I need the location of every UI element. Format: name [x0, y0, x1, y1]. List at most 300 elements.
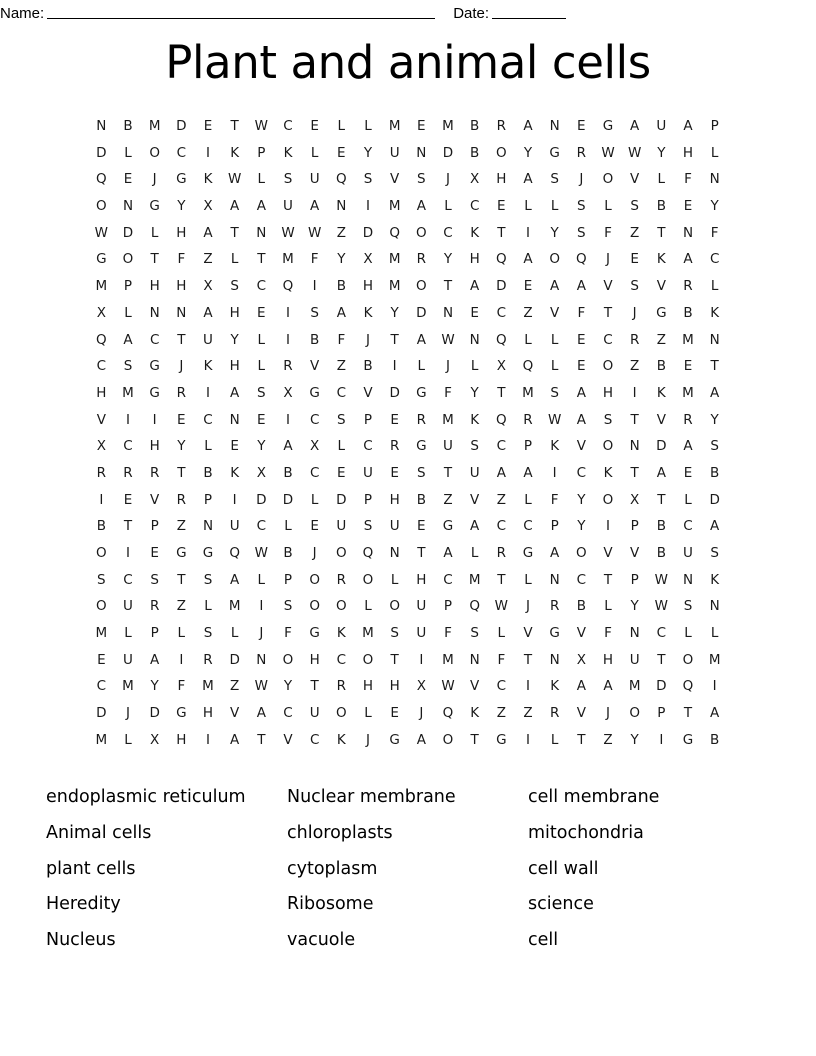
grid-cell[interactable]: U: [283, 198, 293, 215]
grid-cell[interactable]: L: [710, 625, 719, 642]
grid-cell[interactable]: R: [336, 678, 347, 695]
grid-cell[interactable]: I: [232, 491, 237, 508]
grid-cell[interactable]: O: [149, 144, 160, 161]
grid-cell[interactable]: C: [203, 411, 213, 428]
grid-cell[interactable]: S: [550, 384, 559, 401]
grid-cell[interactable]: L: [417, 358, 426, 375]
grid-cell[interactable]: B: [470, 118, 480, 134]
grid-cell[interactable]: I: [606, 518, 610, 535]
grid-cell[interactable]: V: [470, 678, 480, 695]
grid-cell[interactable]: H: [176, 731, 187, 748]
grid-cell[interactable]: T: [177, 464, 186, 481]
grid-cell[interactable]: E: [390, 464, 399, 481]
grid-cell[interactable]: I: [632, 384, 637, 401]
grid-cell[interactable]: B: [96, 518, 106, 535]
grid-cell[interactable]: E: [683, 198, 693, 215]
word-list-item[interactable]: endoplasmic reticulum: [46, 787, 246, 807]
grid-cell[interactable]: Z: [630, 358, 640, 375]
grid-cell[interactable]: K: [336, 625, 346, 642]
grid-cell[interactable]: S: [577, 224, 586, 241]
grid-cell[interactable]: R: [149, 598, 160, 615]
grid-cell[interactable]: A: [203, 224, 213, 241]
grid-cell[interactable]: L: [550, 358, 559, 375]
grid-cell[interactable]: A: [230, 731, 240, 748]
grid-cell[interactable]: T: [470, 731, 479, 748]
grid-cell[interactable]: K: [363, 304, 373, 321]
grid-cell[interactable]: Y: [230, 331, 239, 348]
grid-cell[interactable]: A: [416, 331, 426, 348]
grid-cell[interactable]: O: [336, 545, 347, 561]
grid-cell[interactable]: K: [656, 384, 666, 401]
grid-cell[interactable]: U: [309, 171, 320, 188]
grid-cell[interactable]: W: [94, 224, 108, 241]
grid-cell[interactable]: T: [577, 731, 586, 748]
grid-cell[interactable]: E: [683, 464, 693, 481]
grid-cell[interactable]: M: [95, 278, 108, 295]
grid-cell[interactable]: O: [96, 598, 107, 615]
word-list-item[interactable]: science: [528, 894, 594, 915]
word-list-item[interactable]: plant cells: [46, 858, 136, 879]
grid-cell[interactable]: I: [206, 731, 210, 748]
grid-cell[interactable]: S: [417, 171, 426, 188]
grid-cell[interactable]: I: [259, 598, 264, 615]
grid-cell[interactable]: R: [416, 411, 427, 428]
grid-cell[interactable]: L: [284, 518, 292, 535]
grid-cell[interactable]: D: [96, 705, 107, 722]
grid-cell[interactable]: P: [150, 625, 159, 642]
grid-cell[interactable]: I: [206, 384, 210, 401]
grid-cell[interactable]: S: [150, 571, 159, 588]
grid-cell[interactable]: N: [682, 571, 694, 588]
grid-cell[interactable]: L: [470, 358, 479, 375]
grid-cell[interactable]: E: [523, 278, 533, 295]
grid-cell[interactable]: Z: [523, 304, 533, 321]
grid-cell[interactable]: X: [416, 678, 426, 695]
grid-cell[interactable]: C: [96, 358, 107, 375]
word-list-item[interactable]: cell wall: [528, 858, 599, 879]
grid-cell[interactable]: R: [149, 464, 160, 481]
grid-cell[interactable]: I: [179, 651, 184, 668]
grid-cell[interactable]: X: [630, 491, 640, 508]
grid-cell[interactable]: U: [389, 518, 400, 535]
grid-cell[interactable]: H: [496, 171, 507, 188]
grid-cell[interactable]: P: [630, 571, 639, 588]
grid-cell[interactable]: O: [602, 491, 614, 508]
grid-cell[interactable]: A: [683, 438, 693, 455]
grid-cell[interactable]: B: [656, 198, 666, 215]
grid-cell[interactable]: G: [389, 731, 400, 748]
grid-cell[interactable]: E: [630, 251, 639, 268]
grid-cell[interactable]: L: [257, 171, 266, 188]
grid-cell[interactable]: L: [684, 491, 692, 508]
grid-cell[interactable]: A: [230, 571, 240, 588]
name-write-in-line[interactable]: [47, 6, 435, 19]
grid-cell[interactable]: K: [283, 144, 293, 161]
grid-cell[interactable]: J: [446, 358, 450, 375]
word-list-item[interactable]: Animal cells: [46, 822, 152, 843]
grid-cell[interactable]: E: [123, 171, 133, 188]
grid-cell[interactable]: E: [230, 438, 239, 455]
grid-cell[interactable]: H: [682, 144, 694, 161]
grid-cell[interactable]: L: [204, 438, 212, 455]
grid-cell[interactable]: Z: [496, 705, 506, 722]
grid-cell[interactable]: N: [549, 118, 560, 134]
grid-cell[interactable]: Y: [657, 144, 666, 161]
grid-cell[interactable]: N: [682, 224, 694, 241]
grid-cell[interactable]: O: [96, 545, 107, 561]
grid-cell[interactable]: R: [549, 705, 560, 722]
grid-cell[interactable]: K: [336, 731, 346, 748]
grid-cell[interactable]: A: [230, 198, 240, 215]
grid-cell[interactable]: H: [389, 491, 400, 508]
grid-cell[interactable]: T: [603, 304, 613, 321]
grid-cell[interactable]: L: [124, 144, 132, 161]
grid-cell[interactable]: A: [576, 678, 586, 695]
grid-cell[interactable]: A: [523, 118, 533, 134]
grid-cell[interactable]: Z: [336, 224, 346, 241]
grid-cell[interactable]: L: [230, 251, 239, 268]
grid-cell[interactable]: N: [256, 651, 267, 668]
grid-cell[interactable]: U: [683, 545, 693, 561]
grid-cell[interactable]: D: [362, 224, 374, 241]
grid-cell[interactable]: U: [629, 651, 640, 668]
grid-cell[interactable]: M: [388, 198, 401, 215]
grid-cell[interactable]: S: [203, 625, 213, 642]
grid-cell[interactable]: T: [310, 678, 319, 695]
grid-cell[interactable]: X: [150, 731, 160, 748]
grid-cell[interactable]: W: [601, 144, 615, 161]
grid-cell[interactable]: K: [603, 464, 613, 481]
grid-cell[interactable]: T: [123, 518, 133, 535]
grid-cell[interactable]: Y: [630, 731, 639, 748]
grid-cell[interactable]: C: [683, 518, 693, 535]
grid-cell[interactable]: H: [176, 278, 187, 295]
grid-cell[interactable]: N: [202, 518, 214, 535]
grid-cell[interactable]: L: [550, 331, 559, 348]
grid-cell[interactable]: V: [150, 491, 160, 508]
grid-cell[interactable]: N: [469, 651, 480, 668]
grid-cell[interactable]: T: [230, 118, 239, 134]
grid-cell[interactable]: I: [366, 198, 370, 215]
grid-cell[interactable]: E: [577, 331, 586, 348]
grid-cell[interactable]: L: [364, 118, 372, 134]
grid-cell[interactable]: I: [286, 331, 290, 348]
grid-cell[interactable]: S: [630, 278, 639, 295]
grid-cell[interactable]: X: [96, 438, 106, 455]
grid-cell[interactable]: K: [470, 224, 480, 241]
grid-cell[interactable]: Z: [230, 678, 240, 695]
grid-cell[interactable]: A: [256, 198, 266, 215]
grid-cell[interactable]: A: [470, 518, 480, 535]
grid-cell[interactable]: S: [470, 438, 479, 455]
grid-cell[interactable]: U: [363, 464, 373, 481]
grid-cell[interactable]: X: [256, 464, 266, 481]
grid-cell[interactable]: Y: [177, 438, 186, 455]
grid-cell[interactable]: N: [709, 331, 720, 348]
grid-cell[interactable]: K: [470, 705, 480, 722]
grid-cell[interactable]: A: [683, 118, 693, 134]
grid-cell[interactable]: T: [657, 224, 666, 241]
grid-cell[interactable]: D: [656, 678, 667, 695]
grid-cell[interactable]: L: [524, 331, 532, 348]
grid-cell[interactable]: U: [309, 705, 320, 722]
grid-cell[interactable]: G: [176, 705, 187, 722]
grid-cell[interactable]: A: [336, 304, 346, 321]
grid-cell[interactable]: Q: [469, 598, 480, 615]
grid-cell[interactable]: E: [123, 491, 133, 508]
grid-cell[interactable]: F: [497, 651, 506, 668]
grid-cell[interactable]: L: [444, 198, 452, 215]
grid-cell[interactable]: U: [416, 598, 427, 615]
grid-cell[interactable]: M: [388, 278, 401, 295]
grid-cell[interactable]: T: [417, 545, 426, 561]
grid-cell[interactable]: N: [549, 651, 560, 668]
grid-cell[interactable]: A: [576, 384, 586, 401]
grid-cell[interactable]: W: [281, 224, 295, 241]
grid-cell[interactable]: A: [310, 198, 320, 215]
grid-cell[interactable]: I: [152, 411, 157, 428]
grid-cell[interactable]: D: [149, 705, 160, 722]
grid-cell[interactable]: E: [337, 144, 346, 161]
grid-cell[interactable]: Y: [337, 251, 346, 268]
grid-cell[interactable]: T: [177, 331, 186, 348]
grid-cell[interactable]: F: [604, 224, 612, 241]
grid-cell[interactable]: R: [576, 144, 587, 161]
grid-cell[interactable]: G: [416, 438, 427, 455]
grid-cell[interactable]: X: [203, 198, 213, 215]
grid-cell[interactable]: A: [576, 411, 586, 428]
grid-cell[interactable]: P: [123, 278, 133, 295]
grid-cell[interactable]: C: [123, 438, 133, 455]
grid-cell[interactable]: S: [97, 571, 106, 588]
grid-cell[interactable]: C: [96, 678, 107, 695]
grid-cell[interactable]: D: [389, 384, 400, 401]
grid-cell[interactable]: A: [230, 384, 240, 401]
grid-cell[interactable]: M: [148, 118, 161, 134]
grid-cell[interactable]: P: [283, 571, 293, 588]
grid-cell[interactable]: L: [604, 598, 612, 615]
grid-cell[interactable]: Z: [336, 358, 346, 375]
grid-cell[interactable]: L: [257, 358, 266, 375]
grid-cell[interactable]: E: [417, 518, 426, 535]
grid-cell[interactable]: S: [203, 571, 213, 588]
grid-cell[interactable]: B: [710, 464, 720, 481]
grid-cell[interactable]: M: [228, 598, 241, 615]
grid-cell[interactable]: F: [284, 625, 292, 642]
grid-cell[interactable]: W: [441, 678, 455, 695]
grid-cell[interactable]: V: [576, 438, 586, 455]
grid-cell[interactable]: P: [523, 438, 533, 455]
grid-cell[interactable]: L: [230, 625, 239, 642]
grid-cell[interactable]: C: [336, 384, 347, 401]
grid-cell[interactable]: N: [629, 438, 640, 455]
grid-cell[interactable]: Q: [96, 331, 107, 348]
grid-cell[interactable]: F: [684, 171, 692, 188]
grid-cell[interactable]: Q: [496, 331, 507, 348]
grid-cell[interactable]: R: [496, 545, 507, 561]
grid-cell[interactable]: A: [603, 678, 613, 695]
grid-cell[interactable]: H: [416, 571, 427, 588]
grid-cell[interactable]: T: [497, 571, 506, 588]
grid-cell[interactable]: P: [203, 491, 213, 508]
grid-cell[interactable]: J: [632, 304, 637, 321]
grid-cell[interactable]: L: [524, 491, 532, 508]
grid-cell[interactable]: P: [363, 411, 373, 428]
grid-cell[interactable]: I: [419, 651, 424, 668]
grid-cell[interactable]: O: [336, 705, 347, 722]
grid-cell[interactable]: T: [230, 224, 239, 241]
grid-cell[interactable]: H: [96, 384, 107, 401]
grid-cell[interactable]: O: [416, 278, 427, 295]
grid-cell[interactable]: L: [150, 224, 159, 241]
grid-cell[interactable]: W: [654, 598, 668, 615]
grid-cell[interactable]: C: [443, 571, 453, 588]
grid-cell[interactable]: B: [710, 731, 720, 748]
grid-cell[interactable]: L: [310, 144, 319, 161]
grid-cell[interactable]: M: [388, 251, 401, 268]
grid-cell[interactable]: M: [122, 678, 134, 695]
grid-cell[interactable]: K: [203, 358, 213, 375]
grid-cell[interactable]: E: [470, 304, 479, 321]
grid-cell[interactable]: V: [550, 304, 560, 321]
grid-cell[interactable]: A: [710, 705, 720, 722]
grid-cell[interactable]: X: [363, 251, 373, 268]
grid-cell[interactable]: G: [496, 731, 507, 748]
grid-cell[interactable]: C: [309, 464, 320, 481]
grid-cell[interactable]: Y: [577, 518, 586, 535]
grid-cell[interactable]: D: [336, 491, 347, 508]
grid-cell[interactable]: B: [470, 144, 480, 161]
grid-cell[interactable]: D: [256, 491, 267, 508]
grid-cell[interactable]: F: [310, 251, 319, 268]
grid-cell[interactable]: S: [123, 358, 133, 375]
grid-cell[interactable]: K: [230, 464, 240, 481]
grid-cell[interactable]: Q: [442, 705, 454, 722]
grid-cell[interactable]: P: [150, 518, 159, 535]
grid-cell[interactable]: Q: [96, 171, 107, 188]
grid-cell[interactable]: A: [656, 464, 666, 481]
grid-cell[interactable]: V: [656, 411, 666, 428]
grid-cell[interactable]: Y: [470, 384, 479, 401]
grid-cell[interactable]: J: [419, 705, 424, 722]
grid-cell[interactable]: K: [656, 251, 666, 268]
grid-cell[interactable]: A: [443, 545, 453, 561]
grid-cell[interactable]: Y: [443, 251, 453, 268]
grid-cell[interactable]: J: [526, 598, 530, 615]
grid-cell[interactable]: L: [337, 118, 346, 134]
grid-cell[interactable]: C: [309, 411, 320, 428]
grid-cell[interactable]: S: [603, 411, 613, 428]
grid-cell[interactable]: H: [229, 358, 240, 375]
grid-cell[interactable]: C: [283, 118, 293, 134]
grid-cell[interactable]: S: [310, 304, 319, 321]
grid-cell[interactable]: C: [496, 678, 507, 695]
grid-cell[interactable]: D: [176, 118, 187, 134]
grid-cell[interactable]: A: [630, 118, 640, 134]
grid-cell[interactable]: Y: [390, 304, 399, 321]
grid-cell[interactable]: Q: [336, 171, 347, 188]
grid-cell[interactable]: Y: [257, 438, 266, 455]
grid-cell[interactable]: X: [283, 384, 293, 401]
grid-cell[interactable]: H: [149, 278, 160, 295]
grid-cell[interactable]: Q: [496, 411, 507, 428]
grid-cell[interactable]: D: [442, 144, 454, 161]
grid-cell[interactable]: U: [123, 598, 133, 615]
grid-cell[interactable]: W: [254, 545, 268, 561]
grid-cell[interactable]: G: [176, 545, 187, 561]
grid-cell[interactable]: S: [283, 171, 293, 188]
grid-cell[interactable]: J: [366, 731, 370, 748]
grid-cell[interactable]: L: [710, 278, 719, 295]
grid-cell[interactable]: Y: [363, 144, 373, 161]
grid-cell[interactable]: R: [416, 251, 427, 268]
grid-cell[interactable]: M: [202, 678, 214, 695]
grid-cell[interactable]: S: [470, 625, 479, 642]
grid-cell[interactable]: C: [149, 331, 160, 348]
grid-cell[interactable]: Y: [523, 144, 533, 161]
grid-cell[interactable]: L: [684, 625, 692, 642]
grid-cell[interactable]: E: [577, 118, 586, 134]
grid-cell[interactable]: G: [549, 625, 560, 642]
grid-cell[interactable]: N: [149, 304, 160, 321]
grid-cell[interactable]: E: [417, 118, 426, 134]
grid-cell[interactable]: A: [523, 251, 533, 268]
grid-cell[interactable]: U: [416, 625, 427, 642]
grid-cell[interactable]: S: [363, 518, 373, 535]
grid-cell[interactable]: X: [310, 438, 320, 455]
grid-cell[interactable]: Z: [176, 598, 186, 615]
grid-cell[interactable]: L: [124, 625, 132, 642]
grid-cell[interactable]: D: [416, 304, 427, 321]
grid-cell[interactable]: Z: [496, 491, 506, 508]
grid-cell[interactable]: Q: [229, 545, 240, 561]
grid-cell[interactable]: T: [390, 651, 399, 668]
grid-cell[interactable]: I: [392, 358, 397, 375]
grid-cell[interactable]: W: [654, 571, 668, 588]
grid-cell[interactable]: L: [497, 625, 506, 642]
grid-cell[interactable]: B: [656, 545, 666, 561]
grid-cell[interactable]: H: [362, 278, 374, 295]
grid-cell[interactable]: U: [443, 438, 453, 455]
grid-cell[interactable]: V: [363, 384, 373, 401]
grid-cell[interactable]: L: [550, 731, 559, 748]
grid-cell[interactable]: L: [364, 598, 372, 615]
date-write-in-line[interactable]: [492, 6, 566, 19]
grid-cell[interactable]: V: [470, 491, 480, 508]
grid-cell[interactable]: E: [310, 118, 319, 134]
grid-cell[interactable]: R: [203, 651, 213, 668]
grid-cell[interactable]: B: [283, 545, 293, 561]
grid-cell[interactable]: M: [522, 384, 534, 401]
grid-cell[interactable]: P: [630, 518, 639, 535]
grid-cell[interactable]: N: [176, 304, 187, 321]
word-search-grid[interactable]: [88, 113, 728, 754]
grid-cell[interactable]: O: [309, 598, 320, 615]
word-list-item[interactable]: Heredity: [46, 894, 121, 915]
grid-cell[interactable]: C: [496, 518, 507, 535]
grid-cell[interactable]: R: [96, 464, 107, 481]
grid-cell[interactable]: O: [602, 171, 614, 188]
grid-cell[interactable]: N: [549, 571, 560, 588]
grid-cell[interactable]: X: [470, 171, 480, 188]
grid-cell[interactable]: I: [99, 491, 104, 508]
grid-cell[interactable]: N: [442, 304, 454, 321]
grid-cell[interactable]: D: [96, 144, 107, 161]
grid-cell[interactable]: F: [710, 224, 719, 241]
grid-cell[interactable]: Y: [710, 198, 719, 215]
grid-cell[interactable]: B: [123, 118, 133, 134]
grid-cell[interactable]: I: [312, 278, 317, 295]
